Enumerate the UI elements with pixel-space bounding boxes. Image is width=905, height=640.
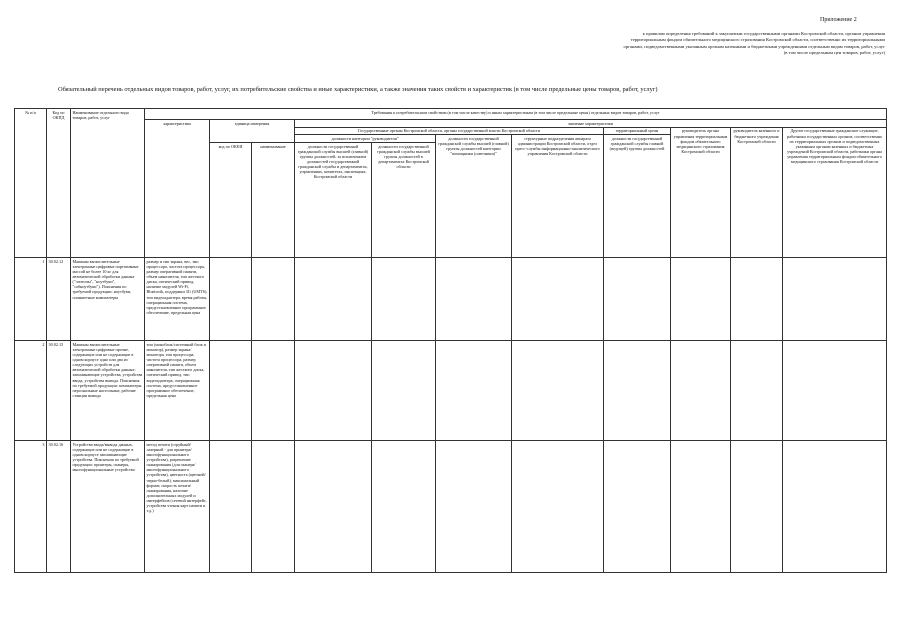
header-fund-leader: руководитель органа управления территориальным фондом обязательного медицинского страхования Костромской области — [671, 127, 731, 257]
row-cell-empty — [671, 258, 731, 341]
row-num: 1 — [15, 258, 47, 341]
row-cell-empty — [512, 341, 604, 441]
row-cell-empty — [252, 258, 295, 341]
row-cell-empty — [252, 441, 295, 573]
row-cell-empty — [372, 258, 436, 341]
header-territorial: территориальный орган — [604, 127, 671, 135]
header-others: Другие государственные гражданские служащие, работники государственных органов, соответственно их территориальных органов и подведомственных указанным органам казенных и бюджетных учреждений Костромской области, работники органа управления территориальным фондом обязательного медицинского страхования Костромской области — [783, 127, 887, 257]
row-cell-empty — [604, 341, 671, 441]
header-okpd: Код по ОКПД — [47, 109, 71, 258]
table-row — [15, 441, 887, 573]
header-char-value: значение характеристики — [295, 120, 887, 128]
row-characteristic: метод печати (струйный/лазерный - для принтера/многофункционального устройства), разрешение сканирования (для сканера/многофункционального устройства), цветность (цветной/черно-белый), максимальный формат, скорость печати/сканирования, наличие дополнительных модулей и интерфейсов (сетевой интерфейс, устройства чтения карт памяти и т.д.) — [145, 441, 210, 573]
table-row — [15, 258, 887, 341]
row-name: Машины вычислительные электронные цифровые портативные массой не более 10 кг для автоматической обработки данных ("лэптопы", "ноутбуки", "сабноутбуки"). Пояснения по требуемой продукции: ноутбуки, планшетные компьютеры — [71, 258, 145, 341]
row-cell-empty — [436, 441, 512, 573]
row-cell-empty — [372, 441, 436, 573]
row-okpd: 30.02.16 — [47, 441, 71, 573]
header-unit-okei: код по ОКЕИ — [210, 143, 252, 258]
row-characteristic: тип (моноблок/системный блок и монитор), размер экрана/монитора, тип процессора, частота процессора, размер оперативной памяти, объем накопителя, тип жесткого диска, оптический привод, тип видеоадаптера, операционная система, предустановленное программное обеспечение, предельная цена — [145, 341, 210, 441]
row-cell-empty — [671, 341, 731, 441]
header-structural: структурные подразделения аппарата администрации Костромской области, отдел пресс-службы информационно-аналитического управления Костромской области — [512, 135, 604, 258]
row-num: 3 — [15, 441, 47, 573]
header-gov-bodies: Государственные органы Костромской области, органы государственной власти Костромской области — [295, 127, 604, 135]
row-cell-empty — [252, 341, 295, 441]
header-row-2 — [15, 120, 887, 128]
row-cell-empty — [783, 258, 887, 341]
row-cell-empty — [512, 258, 604, 341]
table-row — [15, 341, 887, 441]
row-cell-empty — [436, 341, 512, 441]
row-okpd: 30.02.15 — [47, 341, 71, 441]
row-num: 2 — [15, 341, 47, 441]
header-characteristic: характеристика — [145, 120, 210, 258]
header-row-1 — [15, 109, 887, 120]
row-cell-empty — [210, 258, 252, 341]
row-characteristic: размер и тип экрана, вес, тип процессора, частота процессора, размер оперативной памяти, объем накопителя, тип жесткого диска, оптический привод, наличие модулей Wi-Fi, Bluetooth, поддержки 3G (UMTS), тип видеоадаптера, время работы, операционная система, предустановленное программное обеспечение, предельная цена — [145, 258, 210, 341]
row-name: Устройства ввода/вывода данных, содержащие или не содержащие в одном корпусе запоминающие устройства. Пояснения по требуемой продукции: принтеры, сканеры, многофункциональные устройства — [71, 441, 145, 573]
row-cell-empty — [731, 441, 783, 573]
row-okpd: 30.02.12 — [47, 258, 71, 341]
row-cell-empty — [436, 258, 512, 341]
header-requirements: Требования к потребительским свойствам (в том числе качеству) и иным характеристикам (в том числе предельные цены) отдельных видов товаров, работ, услуг — [145, 109, 887, 120]
row-cell-empty — [295, 341, 372, 441]
row-cell-empty — [372, 341, 436, 441]
row-cell-empty — [731, 341, 783, 441]
header-high-group: должности государственной гражданской службы высшей группы должностей в департаментах Костромской области — [372, 143, 436, 258]
row-cell-empty — [295, 258, 372, 341]
document-subtitle: к правилам определения требований к закупаемым государственными органами Костромской области, органом управления территориальным фондом обязательного медицинского страхования Костромской области, соответственно их территориальными органами, подведомственными указанным органам казенными и бюджетными учреждениями отдельным видам товаров, работ, услуг (в том числе предельным цен товаров, работ, услуг) — [623, 31, 885, 55]
row-cell-empty — [604, 441, 671, 573]
header-territorial-sub: должности государственной гражданской службы главной (ведущей) группы должностей — [604, 135, 671, 258]
header-name: Наименование отдельного вида товаров, работ, услуг — [71, 109, 145, 258]
document-title: Обязательный перечень отдельных видов товаров, работ, услуг, их потребительские свойства и иные характеристики, а также значения таких свойств и характеристик (в том числе предельные цены товаров, работ, услуг) — [58, 86, 658, 93]
header-positions-leaders: должности категории "руководители" — [295, 135, 436, 143]
row-cell-empty — [783, 441, 887, 573]
row-cell-empty — [210, 441, 252, 573]
requirements-table — [14, 108, 887, 573]
header-unit-name: наименование — [252, 143, 295, 258]
row-cell-empty — [210, 341, 252, 441]
row-cell-empty — [295, 441, 372, 573]
row-cell-empty — [731, 258, 783, 341]
appendix-label: Приложение 2 — [820, 17, 857, 23]
row-cell-empty — [783, 341, 887, 441]
header-helpers: должности государственной гражданской службы высшей (главной) группы должностей категории "помощники (советники)" — [436, 135, 512, 258]
header-unit: единица измерения — [210, 120, 295, 143]
row-cell-empty — [671, 441, 731, 573]
header-institution-leader: руководитель казенного и бюджетного учреждения Костромской области — [731, 127, 783, 257]
row-name: Машины вычислительные электронные цифровые прочие, содержащие или не содержащие в одном корпусе одно или два из следующих устройств для автоматической обработки данных: запоминающие устройства, устройства ввода, устройства вывода. Пояснения по требуемой продукции: компьютеры персональные настольные, рабочие станции вывода — [71, 341, 145, 441]
row-cell-empty — [604, 258, 671, 341]
header-num: № п/п — [15, 109, 47, 258]
header-high-posts: должности государственной гражданской службы высшей (главной) группы должностей, за исключением должностей государственной гражданской службы и департаментах, управлениях, комитетах, инспекциях, Костромской области — [295, 143, 372, 258]
row-cell-empty — [512, 441, 604, 573]
